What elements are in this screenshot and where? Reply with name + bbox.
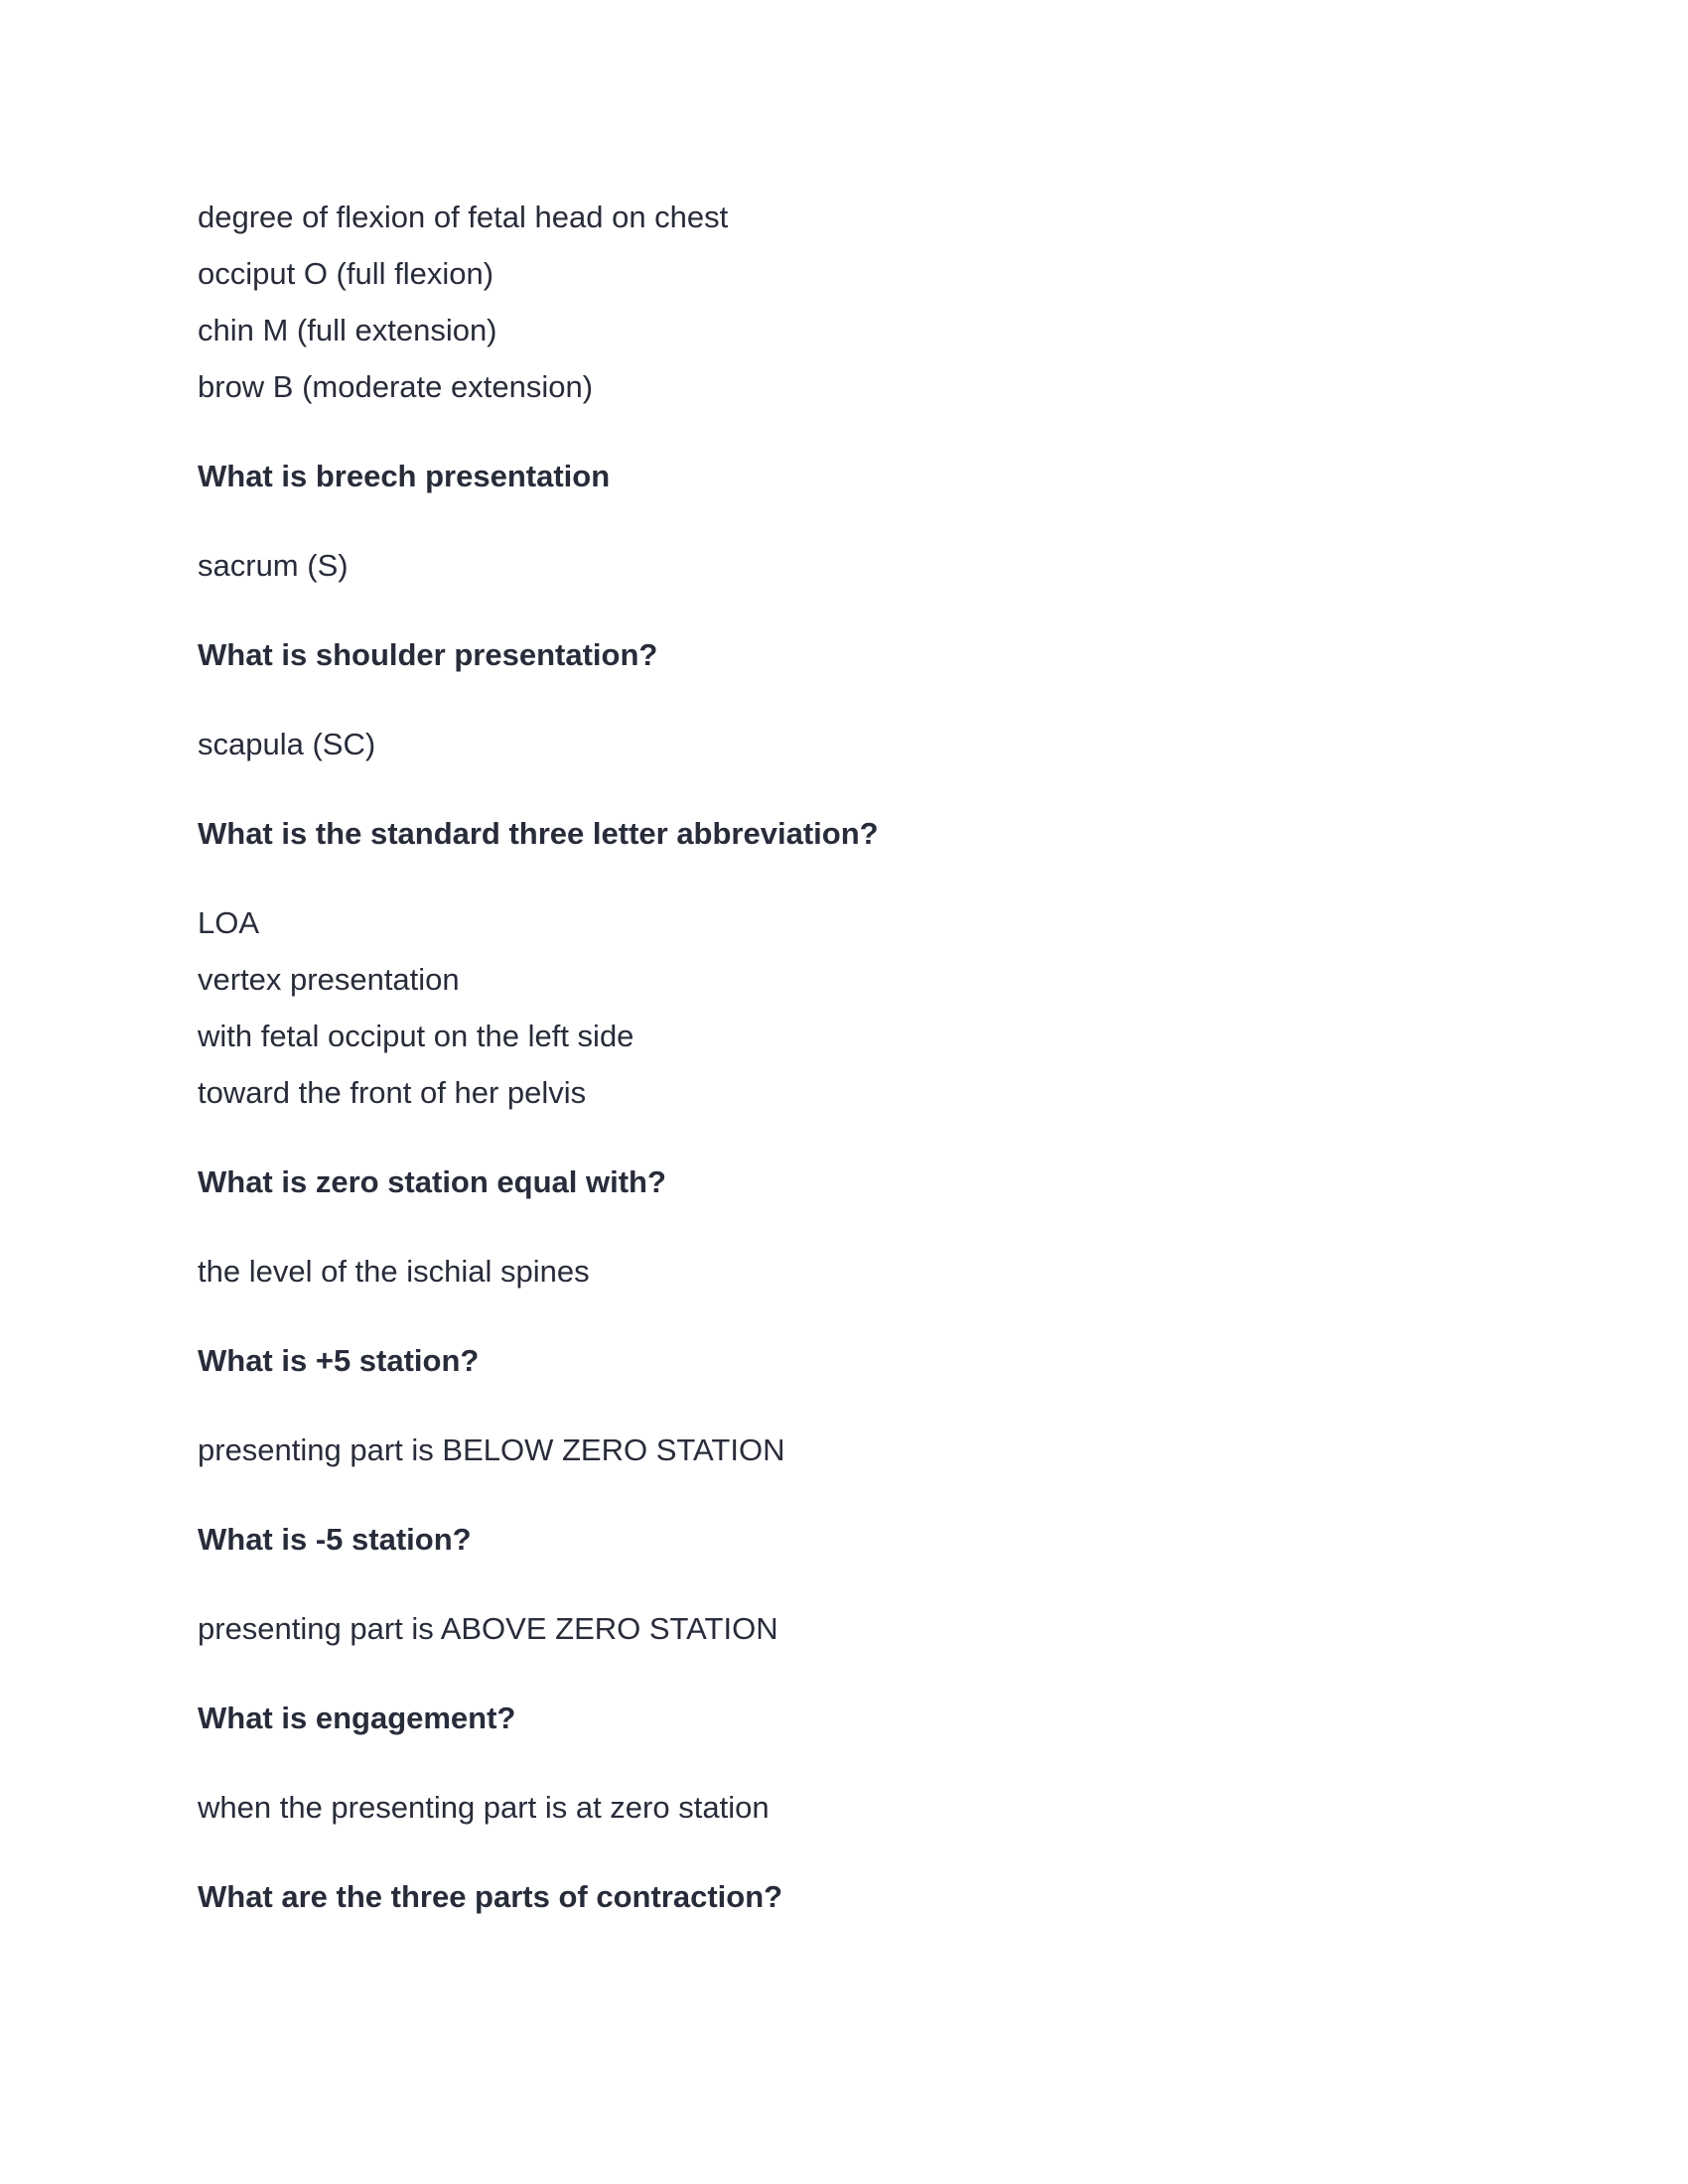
answer-line: chin M (full extension) xyxy=(198,313,497,347)
question-text: What is the standard three letter abbreviation? xyxy=(198,816,879,851)
question-block xyxy=(198,448,879,504)
document-page xyxy=(198,189,879,1958)
question-block xyxy=(198,1154,879,1210)
answer-line: degree of flexion of fetal head on chest xyxy=(198,200,729,234)
answer-block xyxy=(198,1779,879,1836)
answer-block xyxy=(198,189,879,415)
answer-line: vertex presentation xyxy=(198,962,460,997)
question-block xyxy=(198,1511,879,1568)
answer-block xyxy=(198,1600,879,1657)
answer-line: toward the front of her pelvis xyxy=(198,1075,587,1110)
answer-line: presenting part is ABOVE ZERO STATION xyxy=(198,1611,778,1646)
answer-block xyxy=(198,894,879,1121)
question-block xyxy=(198,805,879,862)
question-text: What is +5 station? xyxy=(198,1343,480,1378)
answer-block xyxy=(198,1422,879,1478)
answer-line: when the presenting part is at zero station xyxy=(198,1790,770,1825)
answer-line: the level of the ischial spines xyxy=(198,1254,590,1289)
question-text: What is shoulder presentation? xyxy=(198,637,658,672)
answer-line: brow B (moderate extension) xyxy=(198,369,594,404)
answer-line: with fetal occiput on the left side xyxy=(198,1019,634,1053)
answer-line: occiput O (full flexion) xyxy=(198,256,494,291)
answer-line: LOA xyxy=(198,905,260,940)
question-text: What is engagement? xyxy=(198,1701,516,1735)
question-text: What is -5 station? xyxy=(198,1522,472,1557)
question-text: What is breech presentation xyxy=(198,459,611,493)
question-block xyxy=(198,1868,879,1925)
answer-line: presenting part is BELOW ZERO STATION xyxy=(198,1433,785,1467)
answer-block xyxy=(198,716,879,772)
question-block xyxy=(198,626,879,683)
answer-line: scapula (SC) xyxy=(198,727,376,761)
question-text: What are the three parts of contraction? xyxy=(198,1879,783,1914)
question-block xyxy=(198,1332,879,1389)
answer-block xyxy=(198,1243,879,1299)
question-block xyxy=(198,1690,879,1746)
answer-line: sacrum (S) xyxy=(198,548,349,583)
question-text: What is zero station equal with? xyxy=(198,1164,666,1199)
answer-block xyxy=(198,537,879,594)
